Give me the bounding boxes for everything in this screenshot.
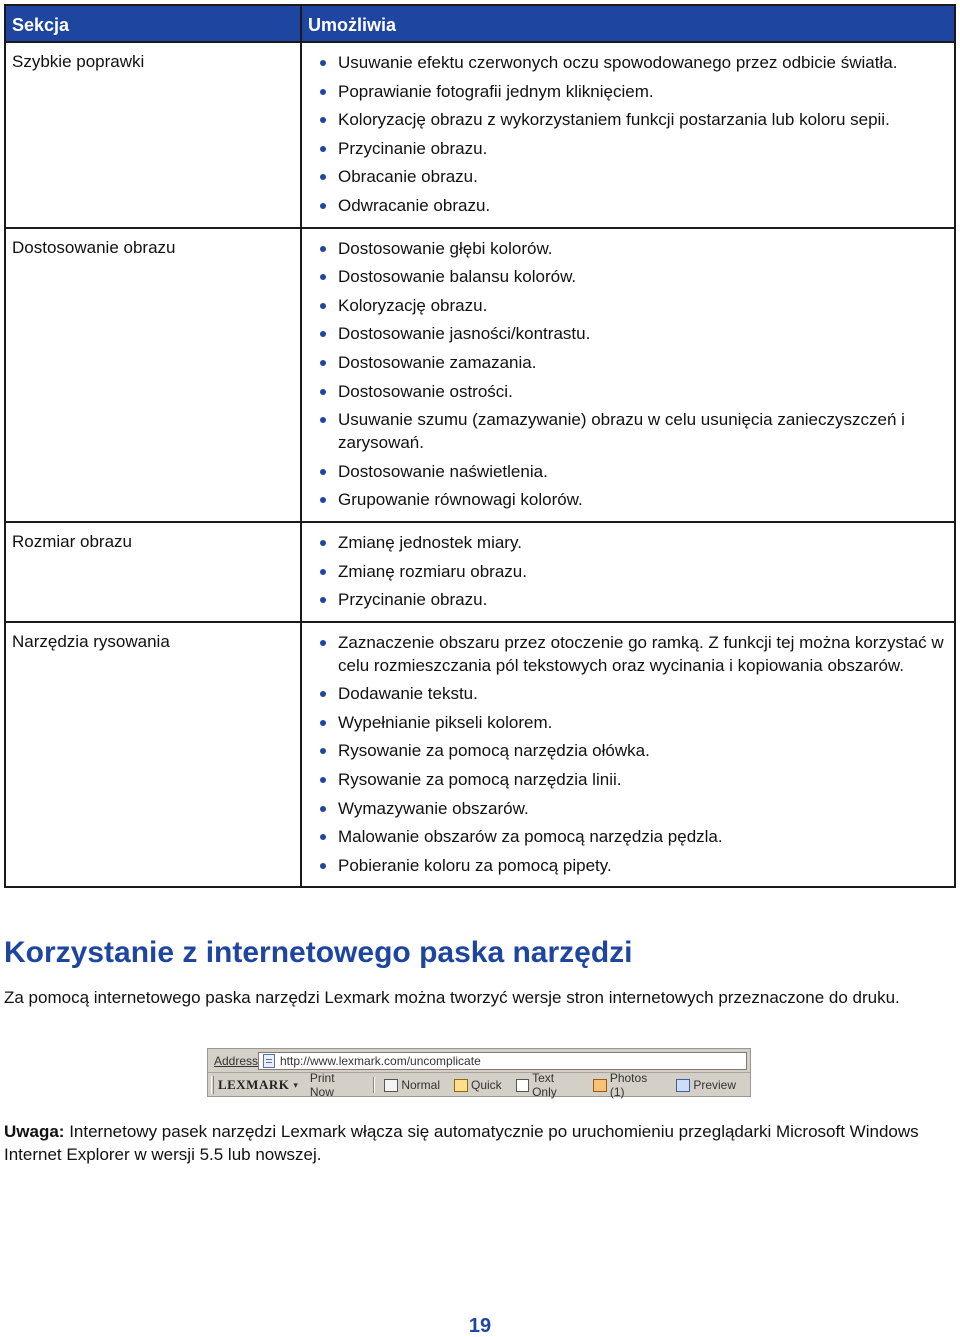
bullet-icon xyxy=(320,389,326,395)
list-item xyxy=(316,80,948,103)
list-item xyxy=(316,237,948,260)
list-item-text: Wymazywanie obszarów. xyxy=(338,798,529,818)
list-item xyxy=(316,588,948,611)
toolbar-button-photos-1 xyxy=(593,1071,662,1099)
feature-list xyxy=(316,631,948,877)
feature-list xyxy=(316,531,948,611)
toolbar-button-label: Normal xyxy=(401,1078,440,1092)
list-item-text: Dostosowanie jasności/kontrastu. xyxy=(338,324,591,344)
bullet-icon xyxy=(320,863,326,869)
column-header-section: Sekcja xyxy=(5,5,301,42)
list-item xyxy=(316,631,948,677)
intro-paragraph: Za pomocą internetowego paska narzędzi Lexmark można tworzyć wersje stron internetowych przeznaczone do druku. xyxy=(4,988,900,1007)
lexmark-logo: LEXMARK xyxy=(217,1077,290,1092)
column-header-features: Umożliwia xyxy=(301,5,955,42)
bullet-icon xyxy=(320,146,326,152)
list-item-text: Rysowanie za pomocą narzędzia ołówka. xyxy=(338,741,650,761)
list-item-text: Przycinanie obrazu. xyxy=(338,590,488,610)
feature-list xyxy=(316,237,948,512)
toolbar-separator xyxy=(373,1077,374,1093)
note-label: Uwaga: xyxy=(4,1122,65,1141)
feature-list xyxy=(316,51,948,217)
table-row xyxy=(5,622,955,888)
bullet-icon xyxy=(320,540,326,546)
list-item-text: Zaznaczenie obszaru przez otoczenie go ramką. Z funkcji tej można korzystać w celu rozmieszczania pól tekstowych oraz wycinania i kopiowania obszarów. xyxy=(338,632,944,675)
list-item xyxy=(316,797,948,820)
normal-page-icon xyxy=(384,1079,398,1092)
list-item-text: Zmianę jednostek miary. xyxy=(338,532,522,552)
list-item-text: Zmianę rozmiaru obrazu. xyxy=(338,561,527,581)
bullet-icon xyxy=(320,777,326,783)
bullet-icon xyxy=(320,60,326,66)
text-only-icon xyxy=(516,1079,529,1092)
quick-icon xyxy=(454,1079,468,1092)
section-name: Rozmiar obrazu xyxy=(5,522,301,622)
list-item-text: Dostosowanie ostrości. xyxy=(338,381,513,401)
list-item-text: Rysowanie za pomocą narzędzia linii. xyxy=(338,770,622,790)
list-item-text: Usuwanie szumu (zamazywanie) obrazu w celu usunięcia zanieczyszczeń i zarysowań. xyxy=(338,410,905,453)
list-item-text: Malowanie obszarów za pomocą narzędzia pędzla. xyxy=(338,827,723,847)
list-item xyxy=(316,351,948,374)
feature-list-cell xyxy=(301,622,955,888)
list-item-text: Dostosowanie zamazania. xyxy=(338,352,537,372)
list-item-text: Dostosowanie głębi kolorów. xyxy=(338,238,553,258)
list-item xyxy=(316,711,948,734)
list-item-text: Pobieranie koloru za pomocą pipety. xyxy=(338,855,612,875)
bullet-icon xyxy=(320,174,326,180)
table-row xyxy=(5,42,955,228)
list-item xyxy=(316,560,948,583)
toolbar-button-quick xyxy=(454,1078,502,1092)
section-name: Dostosowanie obrazu xyxy=(5,228,301,522)
section-name: Narzędzia rysowania xyxy=(5,622,301,888)
lexmark-toolbar-screenshot xyxy=(207,1048,751,1097)
list-item-text: Dostosowanie naświetlenia. xyxy=(338,461,548,481)
list-item xyxy=(316,682,948,705)
list-item xyxy=(316,265,948,288)
list-item-text: Koloryzację obrazu z wykorzystaniem funkcji postarzania lub koloru sepii. xyxy=(338,110,890,130)
toolbar-button-text-only xyxy=(516,1071,580,1099)
table-row xyxy=(5,228,955,522)
list-item xyxy=(316,380,948,403)
toolbar-button-print-now xyxy=(310,1071,360,1099)
page-number: 19 xyxy=(468,1315,492,1337)
list-item xyxy=(316,460,948,483)
toolbar-grip xyxy=(211,1076,214,1094)
bullet-icon xyxy=(320,640,326,646)
section-heading: Korzystanie z internetowego paska narzędzi xyxy=(4,936,633,969)
preview-icon xyxy=(676,1079,690,1092)
list-item-text: Poprawianie fotografii jednym kliknięciem. xyxy=(338,81,654,101)
list-item-text: Odwracanie obrazu. xyxy=(338,195,491,215)
bullet-icon xyxy=(320,497,326,503)
table-row xyxy=(5,522,955,622)
bullet-icon xyxy=(320,469,326,475)
feature-list-cell xyxy=(301,42,955,228)
list-item-text: Dodawanie tekstu. xyxy=(338,684,478,704)
bullet-icon xyxy=(320,417,326,423)
list-item-text: Obracanie obrazu. xyxy=(338,167,478,187)
bullet-icon xyxy=(320,569,326,575)
list-item xyxy=(316,408,948,454)
list-item xyxy=(316,194,948,217)
list-item-text: Koloryzację obrazu. xyxy=(338,295,488,315)
list-item xyxy=(316,322,948,345)
list-item xyxy=(316,51,948,74)
feature-list-cell xyxy=(301,228,955,522)
list-item xyxy=(316,531,948,554)
table-body xyxy=(5,42,955,887)
chevron-down-icon: ▾ xyxy=(293,1079,298,1090)
page-icon xyxy=(263,1054,275,1068)
address-url: http://www.lexmark.com/uncomplicate xyxy=(280,1053,481,1068)
bullet-icon xyxy=(320,597,326,603)
bullet-icon xyxy=(320,806,326,812)
bullet-icon xyxy=(320,203,326,209)
address-input xyxy=(258,1052,747,1070)
list-item xyxy=(316,108,948,131)
bullet-icon xyxy=(320,274,326,280)
bullet-icon xyxy=(320,720,326,726)
list-item xyxy=(316,825,948,848)
list-item-text: Grupowanie równowagi kolorów. xyxy=(338,490,583,510)
bullet-icon xyxy=(320,834,326,840)
toolbar-button-normal xyxy=(384,1078,440,1092)
toolbar-button-label: Photos (1) xyxy=(609,1071,648,1099)
lexmark-toolbar-row xyxy=(208,1073,750,1097)
bullet-icon xyxy=(320,117,326,123)
list-item-text: Wypełnianie pikseli kolorem. xyxy=(338,712,553,732)
features-table xyxy=(4,4,956,888)
list-item-text: Usuwanie efektu czerwonych oczu spowodowanego przez odbicie światła. xyxy=(338,53,898,72)
bullet-icon xyxy=(320,360,326,366)
list-item xyxy=(316,294,948,317)
bullet-icon xyxy=(320,691,326,697)
list-item xyxy=(316,137,948,160)
list-item-text: Dostosowanie balansu kolorów. xyxy=(338,267,577,287)
bullet-icon xyxy=(320,246,326,252)
note-paragraph xyxy=(4,1120,952,1166)
bullet-icon xyxy=(320,303,326,309)
bullet-icon xyxy=(320,89,326,95)
toolbar-button-label: Quick xyxy=(471,1078,502,1092)
toolbar-button-label: Preview xyxy=(693,1078,736,1092)
list-item xyxy=(316,165,948,188)
address-bar-row xyxy=(208,1049,750,1073)
toolbar-button-label: Text Only xyxy=(532,1071,557,1099)
section-name: Szybkie poprawki xyxy=(5,42,301,228)
note-text: Internetowy pasek narzędzi Lexmark włącza się automatycznie po uruchomieniu przeglądarki Microsoft Windows Internet Explorer w wersji 5.5 lub nowszej. xyxy=(4,1122,919,1164)
bullet-icon xyxy=(320,331,326,337)
feature-list-cell xyxy=(301,522,955,622)
list-item xyxy=(316,739,948,762)
list-item xyxy=(316,488,948,511)
toolbar-button-label: Print Now xyxy=(309,1071,335,1099)
list-item xyxy=(316,854,948,877)
address-label: Address xyxy=(214,1053,259,1068)
bullet-icon xyxy=(320,748,326,754)
toolbar-button-preview xyxy=(676,1078,736,1092)
photos-icon xyxy=(593,1079,606,1092)
table-header-row xyxy=(5,5,955,42)
list-item-text: Przycinanie obrazu. xyxy=(338,138,488,158)
list-item xyxy=(316,768,948,791)
